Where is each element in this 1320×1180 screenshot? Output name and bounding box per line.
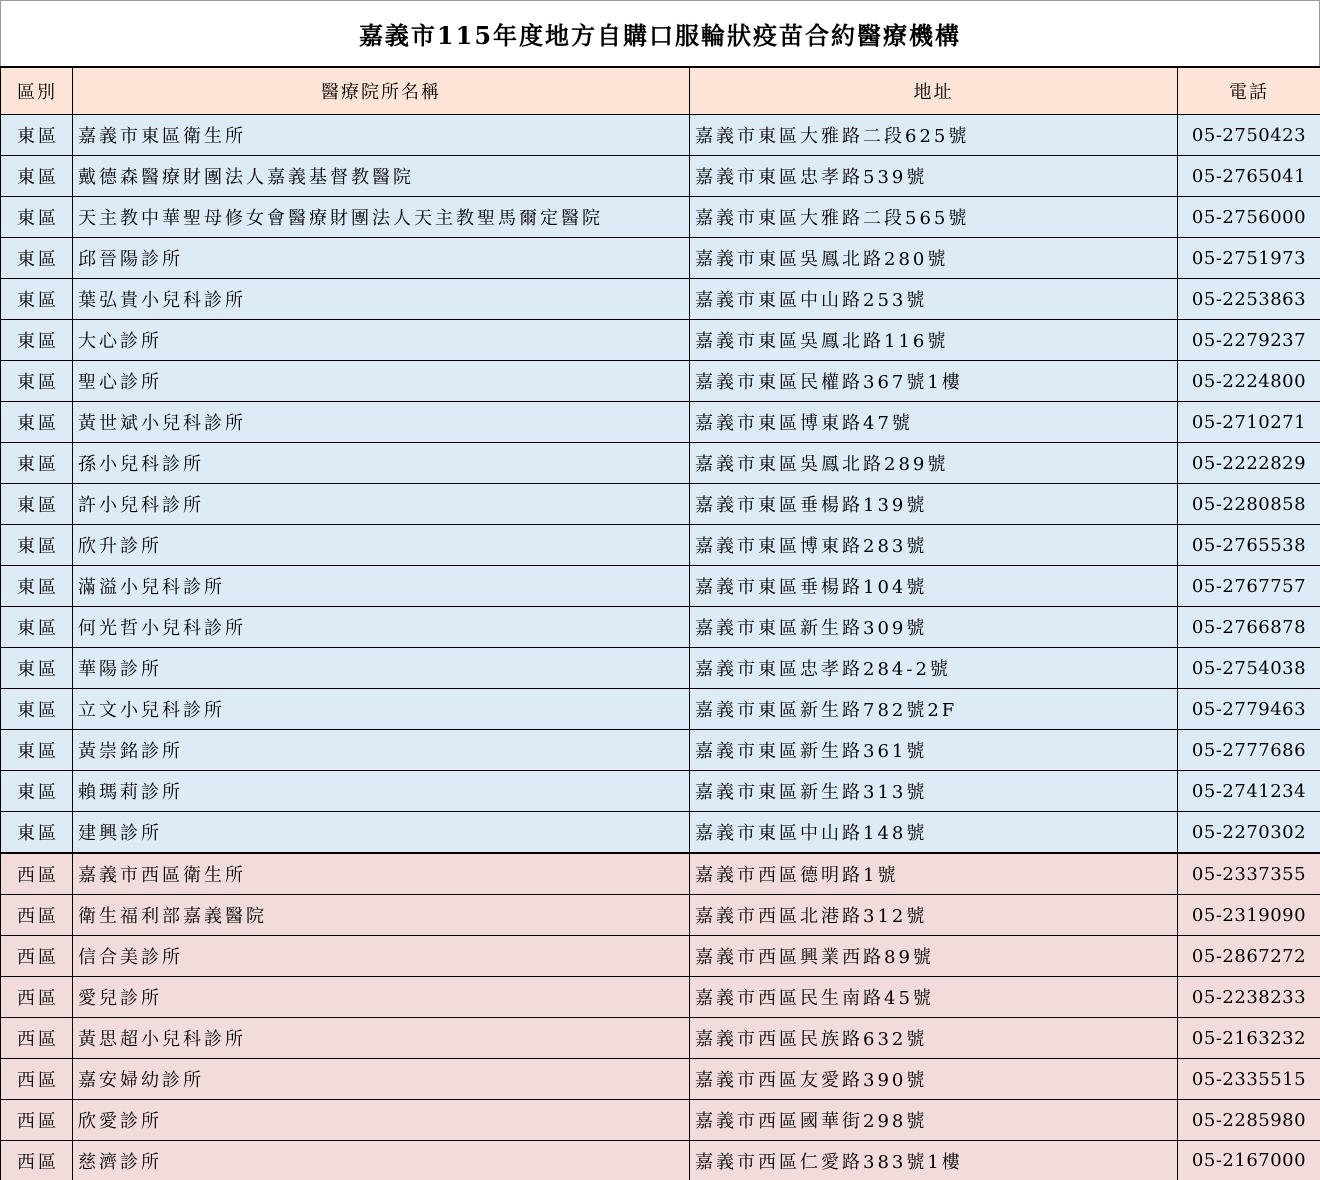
table-body: [1, 115, 1320, 1180]
cell-district: 東區: [1, 115, 73, 156]
cell-address: 嘉義市西區國華街298號: [690, 1100, 1178, 1141]
page-title: 嘉義市115年度地方自購口服輪狀疫苗合約醫療機構: [0, 0, 1320, 66]
cell-name: 愛兒診所: [73, 977, 690, 1018]
cell-address: 嘉義市東區新生路361號: [690, 730, 1178, 771]
cell-address: 嘉義市東區垂楊路104號: [690, 566, 1178, 607]
table-header: [1, 67, 1320, 115]
cell-address: 嘉義市西區民族路632號: [690, 1018, 1178, 1059]
cell-name: 黃思超小兒科診所: [73, 1018, 690, 1059]
cell-address: 嘉義市東區博東路283號: [690, 525, 1178, 566]
cell-name: 葉弘貴小兒科診所: [73, 279, 690, 320]
cell-name: 何光哲小兒科診所: [73, 607, 690, 648]
cell-district: 西區: [1, 1018, 73, 1059]
table-row: [1, 443, 1320, 484]
cell-address: 嘉義市東區新生路313號: [690, 771, 1178, 812]
cell-name: 戴德森醫療財團法人嘉義基督教醫院: [73, 156, 690, 197]
cell-phone: 05-2319090: [1178, 895, 1320, 936]
cell-name: 孫小兒科診所: [73, 443, 690, 484]
table-row: [1, 525, 1320, 566]
cell-name: 嘉安婦幼診所: [73, 1059, 690, 1100]
table-row: [1, 156, 1320, 197]
cell-phone: 05-2754038: [1178, 648, 1320, 689]
cell-district: 東區: [1, 279, 73, 320]
cell-address: 嘉義市東區博東路47號: [690, 402, 1178, 443]
cell-district: 西區: [1, 895, 73, 936]
table-row: [1, 1059, 1320, 1100]
cell-district: 東區: [1, 197, 73, 238]
table-row: [1, 771, 1320, 812]
table-row: [1, 1141, 1320, 1180]
table-row: [1, 320, 1320, 361]
cell-phone: 05-2285980: [1178, 1100, 1320, 1141]
cell-phone: 05-2751973: [1178, 238, 1320, 279]
table-row: [1, 238, 1320, 279]
table-row: [1, 1018, 1320, 1059]
cell-district: 西區: [1, 853, 73, 895]
table-row: [1, 279, 1320, 320]
cell-name: 黃世斌小兒科診所: [73, 402, 690, 443]
cell-address: 嘉義市東區新生路782號2F: [690, 689, 1178, 730]
cell-name: 滿溢小兒科診所: [73, 566, 690, 607]
table-row: [1, 648, 1320, 689]
cell-phone: 05-2779463: [1178, 689, 1320, 730]
cell-address: 嘉義市西區友愛路390號: [690, 1059, 1178, 1100]
table-row: [1, 1100, 1320, 1141]
cell-phone: 05-2777686: [1178, 730, 1320, 771]
cell-address: 嘉義市西區德明路1號: [690, 853, 1178, 895]
cell-district: 東區: [1, 402, 73, 443]
cell-name: 賴瑪莉診所: [73, 771, 690, 812]
cell-address: 嘉義市東區吳鳳北路289號: [690, 443, 1178, 484]
cell-name: 欣升診所: [73, 525, 690, 566]
cell-address: 嘉義市西區北港路312號: [690, 895, 1178, 936]
header-district: 區別: [1, 67, 73, 115]
cell-district: 東區: [1, 238, 73, 279]
table-row: [1, 197, 1320, 238]
cell-phone: 05-2280858: [1178, 484, 1320, 525]
cell-name: 黃崇銘診所: [73, 730, 690, 771]
cell-phone: 05-2224800: [1178, 361, 1320, 402]
header-address: 地址: [690, 67, 1178, 115]
cell-phone: 05-2741234: [1178, 771, 1320, 812]
cell-address: 嘉義市東區新生路309號: [690, 607, 1178, 648]
cell-address: 嘉義市東區吳鳳北路280號: [690, 238, 1178, 279]
cell-district: 西區: [1, 1141, 73, 1180]
cell-phone: 05-2163232: [1178, 1018, 1320, 1059]
cell-address: 嘉義市西區仁愛路383號1樓: [690, 1141, 1178, 1180]
table-row: [1, 977, 1320, 1018]
cell-district: 東區: [1, 484, 73, 525]
table-row: [1, 115, 1320, 156]
cell-name: 許小兒科診所: [73, 484, 690, 525]
cell-name: 信合美診所: [73, 936, 690, 977]
cell-district: 西區: [1, 977, 73, 1018]
cell-phone: 05-2766878: [1178, 607, 1320, 648]
cell-phone: 05-2337355: [1178, 853, 1320, 895]
cell-name: 華陽診所: [73, 648, 690, 689]
cell-phone: 05-2765538: [1178, 525, 1320, 566]
table-row: [1, 607, 1320, 648]
cell-address: 嘉義市東區大雅路二段625號: [690, 115, 1178, 156]
cell-name: 嘉義市東區衛生所: [73, 115, 690, 156]
cell-district: 東區: [1, 730, 73, 771]
cell-address: 嘉義市西區興業西路89號: [690, 936, 1178, 977]
cell-address: 嘉義市東區中山路148號: [690, 812, 1178, 854]
cell-address: 嘉義市東區民權路367號1樓: [690, 361, 1178, 402]
cell-address: 嘉義市東區大雅路二段565號: [690, 197, 1178, 238]
table-row: [1, 484, 1320, 525]
cell-phone: 05-2867272: [1178, 936, 1320, 977]
cell-phone: 05-2222829: [1178, 443, 1320, 484]
cell-name: 衛生福利部嘉義醫院: [73, 895, 690, 936]
cell-address: 嘉義市東區中山路253號: [690, 279, 1178, 320]
header-phone: 電話: [1178, 67, 1320, 115]
cell-district: 西區: [1, 1100, 73, 1141]
cell-district: 西區: [1, 936, 73, 977]
cell-name: 邱晉陽診所: [73, 238, 690, 279]
cell-name: 慈濟診所: [73, 1141, 690, 1180]
table-row: [1, 689, 1320, 730]
cell-name: 立文小兒科診所: [73, 689, 690, 730]
cell-district: 東區: [1, 525, 73, 566]
cell-address: 嘉義市東區忠孝路284-2號: [690, 648, 1178, 689]
cell-district: 東區: [1, 566, 73, 607]
cell-district: 東區: [1, 320, 73, 361]
cell-name: 大心診所: [73, 320, 690, 361]
cell-name: 建興診所: [73, 812, 690, 854]
cell-phone: 05-2238233: [1178, 977, 1320, 1018]
cell-district: 東區: [1, 607, 73, 648]
cell-name: 天主教中華聖母修女會醫療財團法人天主教聖馬爾定醫院: [73, 197, 690, 238]
cell-district: 東區: [1, 648, 73, 689]
cell-district: 東區: [1, 771, 73, 812]
cell-district: 東區: [1, 689, 73, 730]
cell-name: 聖心診所: [73, 361, 690, 402]
cell-phone: 05-2750423: [1178, 115, 1320, 156]
header-row: [1, 67, 1320, 115]
table-row: [1, 566, 1320, 607]
cell-phone: 05-2335515: [1178, 1059, 1320, 1100]
table-row: [1, 402, 1320, 443]
cell-district: 東區: [1, 156, 73, 197]
cell-address: 嘉義市西區民生南路45號: [690, 977, 1178, 1018]
clinic-table: [0, 66, 1320, 1180]
table-row: [1, 730, 1320, 771]
table-row: [1, 812, 1320, 854]
cell-phone: 05-2710271: [1178, 402, 1320, 443]
cell-phone: 05-2765041: [1178, 156, 1320, 197]
cell-district: 西區: [1, 1059, 73, 1100]
cell-district: 東區: [1, 812, 73, 854]
cell-phone: 05-2756000: [1178, 197, 1320, 238]
cell-phone: 05-2270302: [1178, 812, 1320, 854]
table-row: [1, 361, 1320, 402]
cell-address: 嘉義市東區垂楊路139號: [690, 484, 1178, 525]
cell-address: 嘉義市東區吳鳳北路116號: [690, 320, 1178, 361]
table-row: [1, 853, 1320, 895]
cell-district: 東區: [1, 443, 73, 484]
cell-phone: 05-2767757: [1178, 566, 1320, 607]
cell-name: 欣愛診所: [73, 1100, 690, 1141]
table-row: [1, 936, 1320, 977]
cell-address: 嘉義市東區忠孝路539號: [690, 156, 1178, 197]
header-name: 醫療院所名稱: [73, 67, 690, 115]
cell-phone: 05-2279237: [1178, 320, 1320, 361]
cell-district: 東區: [1, 361, 73, 402]
table-row: [1, 895, 1320, 936]
cell-name: 嘉義市西區衛生所: [73, 853, 690, 895]
cell-phone: 05-2253863: [1178, 279, 1320, 320]
cell-phone: 05-2167000: [1178, 1141, 1320, 1180]
